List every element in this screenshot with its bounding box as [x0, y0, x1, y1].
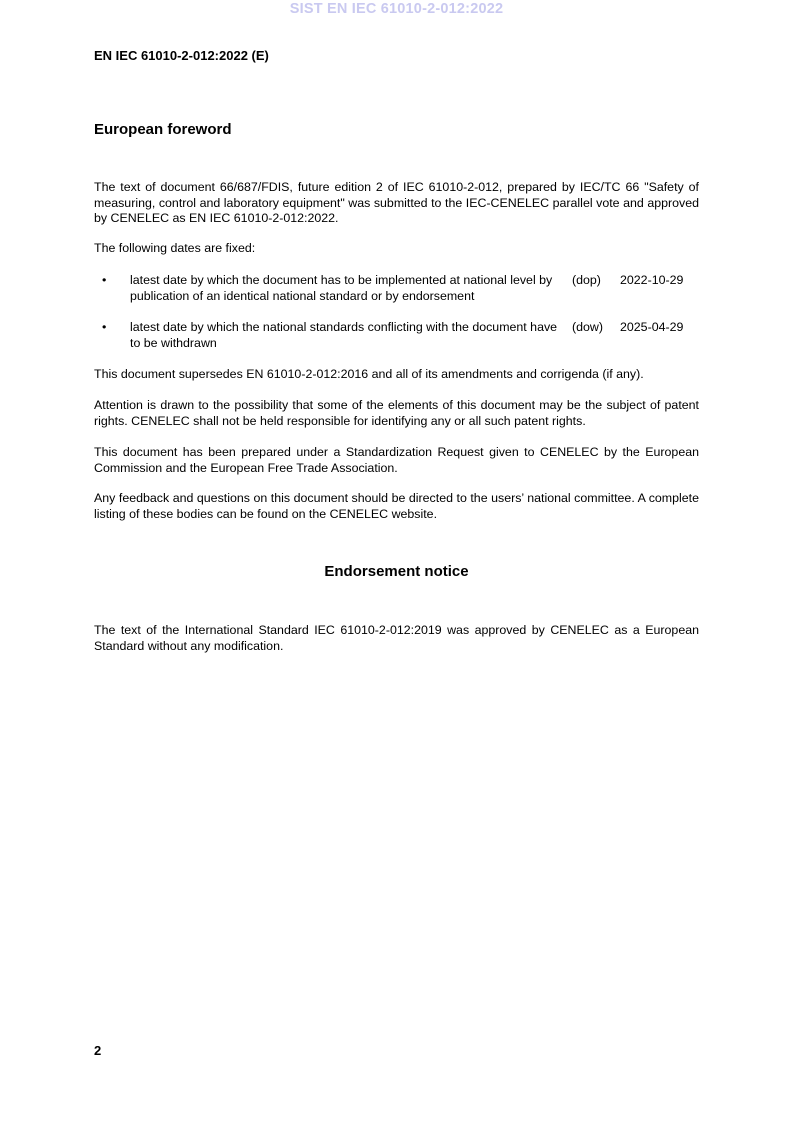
standardization-request-paragraph: This document has been prepared under a Standardization Request given to CENELEC by the European Commission and the European Free Trade Association. — [94, 445, 699, 475]
dates-intro-paragraph: The following dates are fixed: — [94, 241, 256, 255]
watermark: SIST EN IEC 61010-2-012:2022 — [289, 1, 504, 17]
date-description: latest date by which the document has to be implemented at national level by publication of an identical national standard or by endorsement — [130, 273, 553, 303]
dates-list-item-dop — [94, 273, 704, 305]
date-description: latest date by which the national standards conflicting with the document have to be withdrawn — [130, 320, 558, 350]
date-value: 2025-04-29 — [620, 320, 684, 334]
supersedes-paragraph: This document supersedes EN 61010-2-012:2016 and all of its amendments and corrigenda (if any). — [94, 367, 644, 381]
date-code: (dow) — [572, 320, 603, 334]
foreword-intro-paragraph: The text of document 66/687/FDIS, future edition 2 of IEC 61010-2-012, prepared by IEC/TC 66 "Safety of measuring, control and laboratory equipment" was submitted to the IEC-CENELEC parallel vote and approved by CENELEC as EN IEC 61010-2-012:2022. — [94, 180, 699, 225]
endorsement-heading: Endorsement notice — [324, 563, 469, 580]
foreword-heading: European foreword — [94, 121, 232, 138]
document-identifier: EN IEC 61010-2-012:2022 (E) — [94, 48, 269, 63]
date-code: (dop) — [572, 273, 601, 287]
dates-list-item-dow — [94, 320, 704, 352]
date-value: 2022-10-29 — [620, 273, 684, 287]
endorsement-paragraph: The text of the International Standard IEC 61010-2-012:2019 was approved by CENELEC as a European Standard without any modification. — [94, 623, 699, 653]
page-number: 2 — [94, 1043, 102, 1058]
feedback-paragraph: Any feedback and questions on this document should be directed to the users’ national committee. A complete listing of these bodies can be found on the CENELEC website. — [94, 491, 699, 521]
bullet-marker: • — [102, 273, 107, 287]
bullet-marker: • — [102, 320, 107, 334]
patent-paragraph: Attention is drawn to the possibility that some of the elements of this document may be the subject of patent rights. CENELEC shall not be held responsible for identifying any or all such patent rights. — [94, 398, 699, 428]
